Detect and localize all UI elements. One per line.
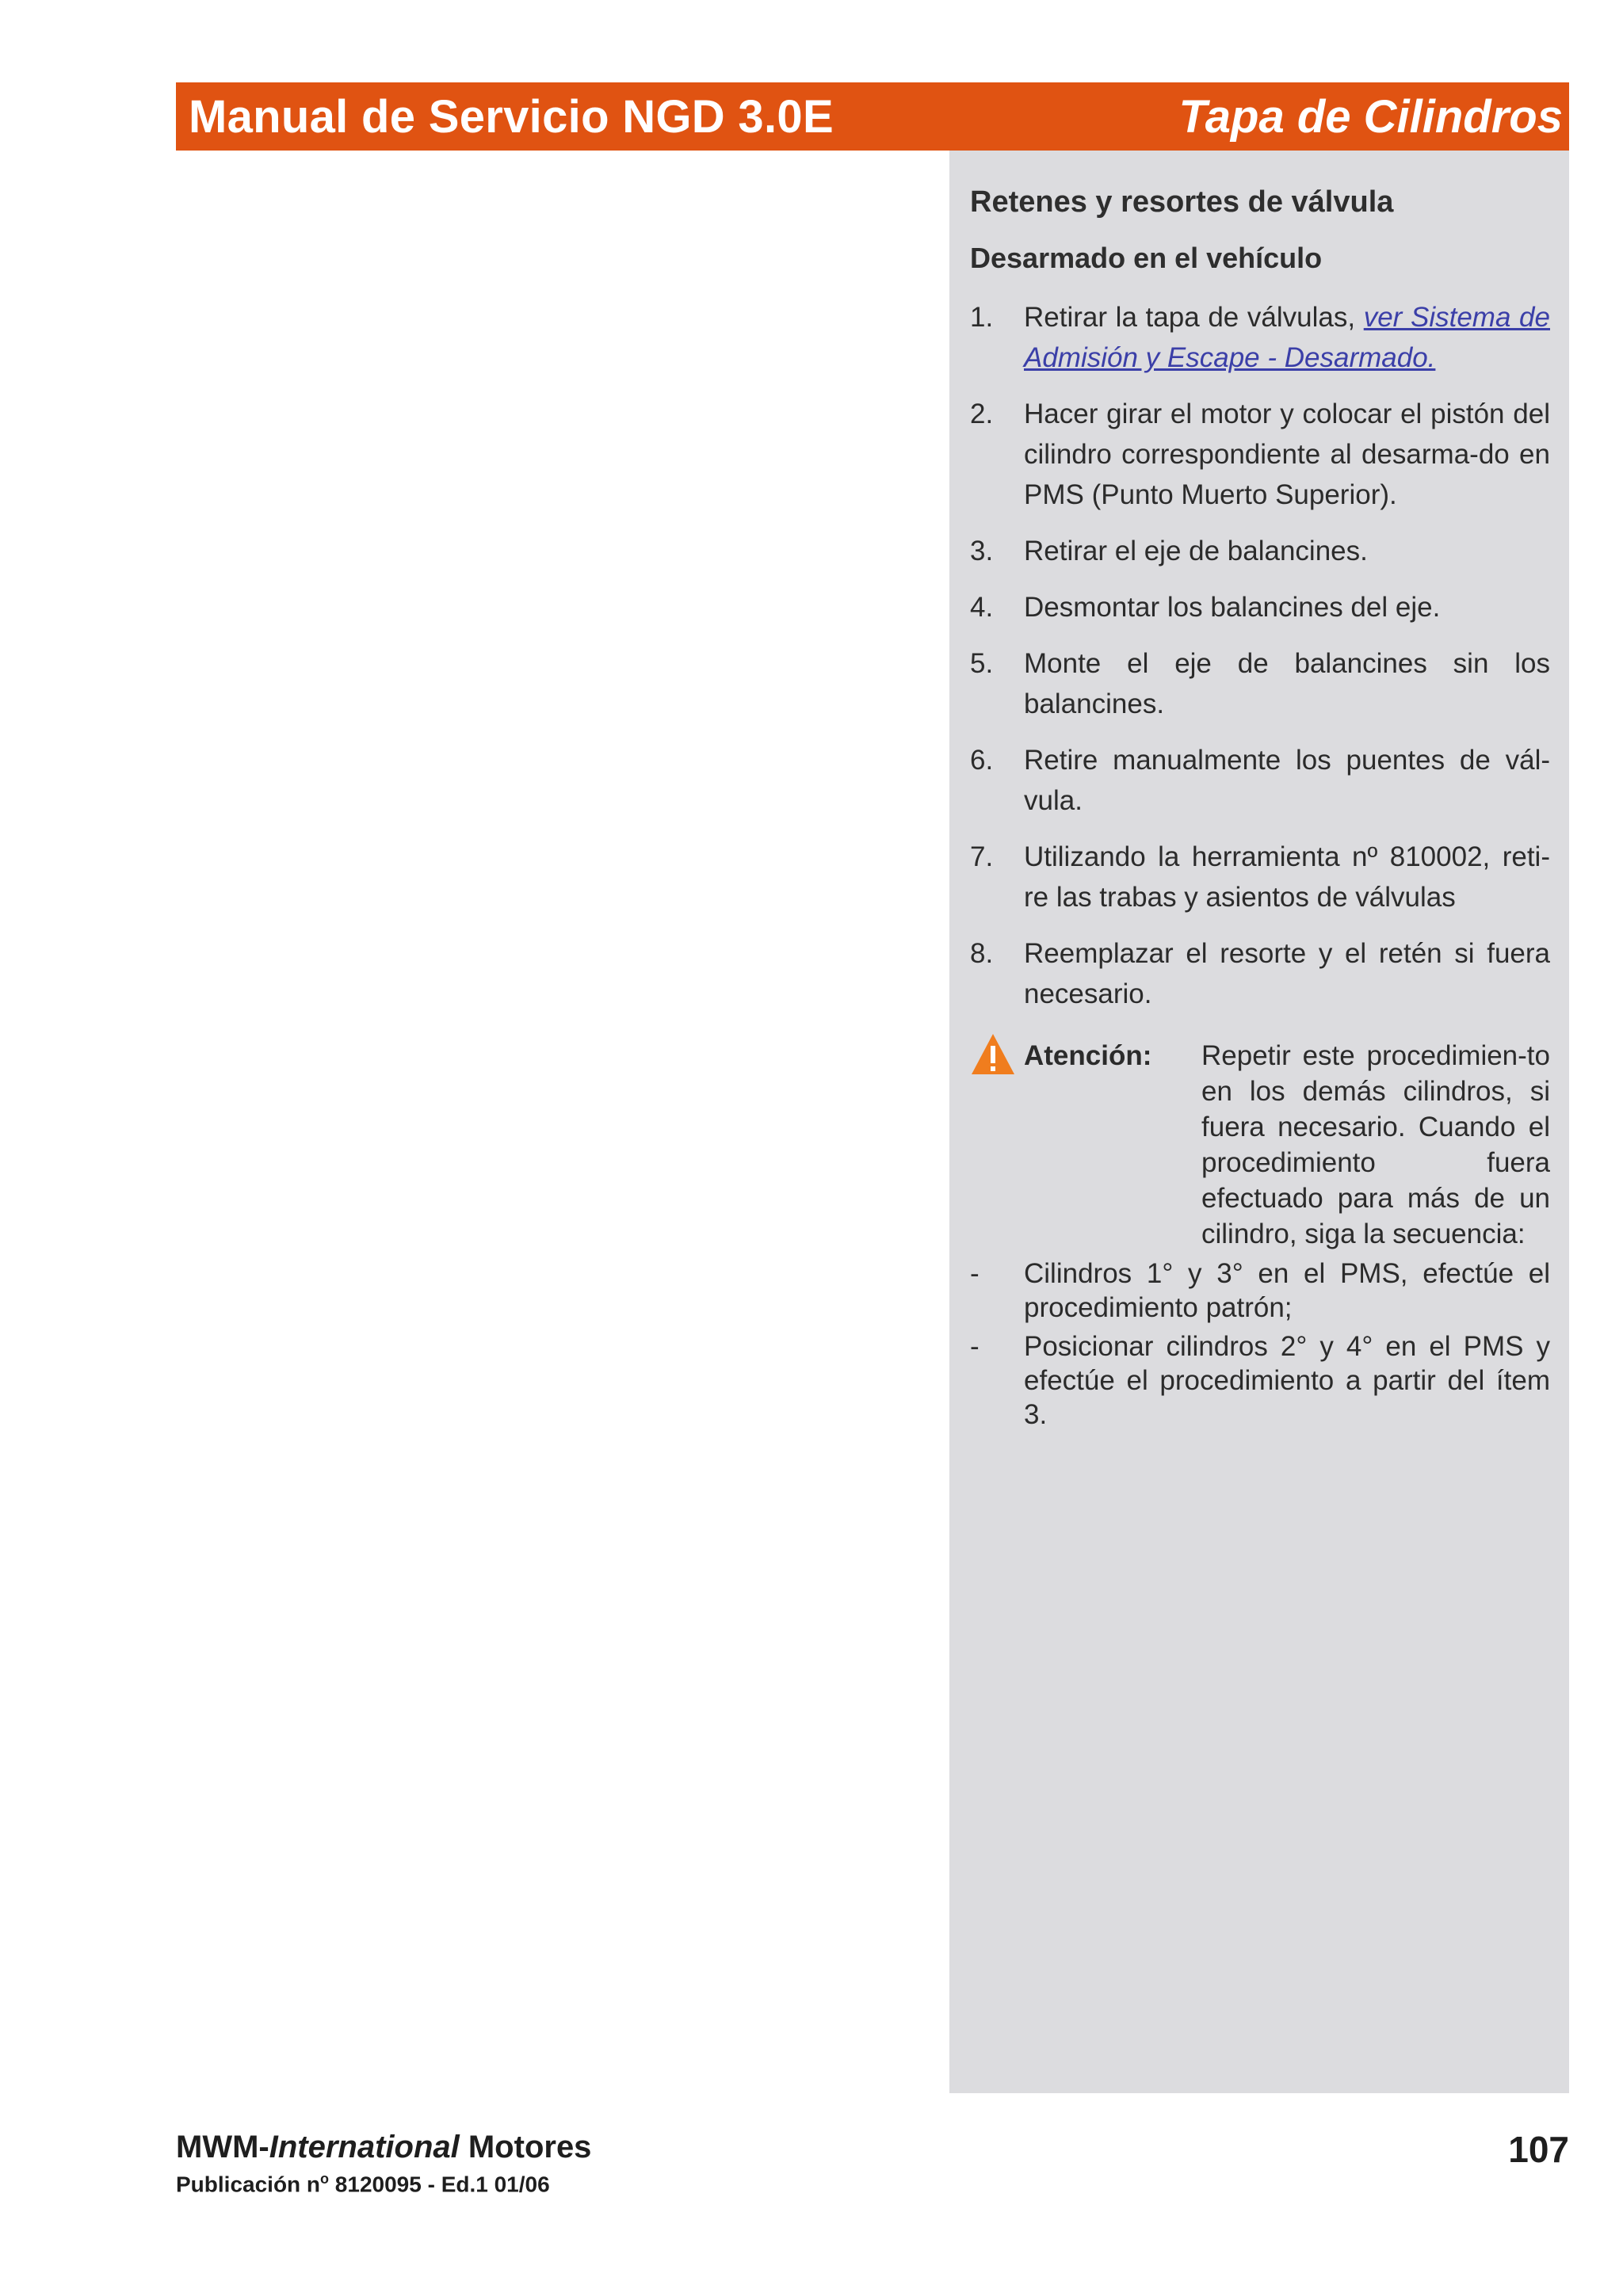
step-text: Retirar el eje de balancines. bbox=[1024, 536, 1368, 566]
step-text: Retire manualmente los puentes de vál-vula. bbox=[1024, 745, 1550, 816]
step-text: Desmontar los balancines del eje. bbox=[1024, 592, 1441, 623]
page-number: 107 bbox=[1508, 2129, 1569, 2170]
step-item bbox=[970, 531, 1550, 571]
step-number: 6. bbox=[970, 745, 994, 776]
publication-info bbox=[176, 2171, 550, 2197]
step-item bbox=[970, 394, 1550, 515]
brand-italic: International bbox=[269, 2130, 460, 2164]
procedure-steps bbox=[970, 297, 1550, 1014]
section-name: Tapa de Cilindros bbox=[1178, 90, 1563, 143]
procedure-content bbox=[970, 185, 1550, 1432]
sequence-item bbox=[970, 1329, 1550, 1432]
publication-prefix: Publicación n bbox=[176, 2172, 321, 2197]
step-number: 1. bbox=[970, 302, 994, 333]
publication-sup: o bbox=[320, 2171, 330, 2187]
attention-label: Atención: bbox=[1024, 1040, 1152, 1071]
step-item bbox=[970, 740, 1550, 821]
attention-text: Repetir este procedimien-to en los demás cilindros, si fuera necesario. Cuando el procedimiento fuera efectuado para más de un cilindro, siga la secuencia: bbox=[1201, 1040, 1550, 1249]
warning-triangle-icon bbox=[970, 1032, 1016, 1077]
step-item bbox=[970, 643, 1550, 724]
step-number: 3. bbox=[970, 536, 994, 566]
dash-bullet: - bbox=[970, 1331, 980, 1362]
manual-title: Manual de Servicio NGD 3.0E bbox=[189, 90, 834, 143]
sequence-item bbox=[970, 1257, 1550, 1325]
attention-note bbox=[970, 1038, 1550, 1252]
step-number: 5. bbox=[970, 648, 994, 679]
step-item bbox=[970, 837, 1550, 917]
section-subtitle: Desarmado en el vehículo bbox=[970, 242, 1323, 274]
page-header-bar bbox=[176, 82, 1569, 151]
step-text-body: Retirar la tapa de válvulas, bbox=[1024, 302, 1364, 333]
step-text: Reemplazar el resorte y el retén si fuera necesario. bbox=[1024, 938, 1550, 1009]
brand-prefix: MWM- bbox=[176, 2130, 269, 2164]
step-text: Hacer girar el motor y colocar el pistón del cilindro correspondiente al desarma-do en PMS (Punto Muerto Superior). bbox=[1024, 399, 1550, 510]
cross-reference-link[interactable]: ver Sistema de Admisión y Escape - Desarmado. bbox=[1024, 302, 1550, 373]
publication-suffix: 8120095 - Ed.1 01/06 bbox=[329, 2172, 550, 2197]
step-text: Utilizando la herramienta nº 810002, reti-re las trabas y asientos de válvulas bbox=[1024, 841, 1550, 913]
brand-suffix: Motores bbox=[459, 2130, 592, 2164]
footer-brand bbox=[176, 2130, 591, 2165]
sequence-text: Posicionar cilindros 2° y 4° en el PMS y efectúe el procedimiento a partir del ítem 3. bbox=[1024, 1331, 1550, 1430]
step-number: 2. bbox=[970, 399, 994, 429]
step-text bbox=[1024, 297, 1550, 378]
step-text: Monte el eje de balancines sin los balancines. bbox=[1024, 648, 1550, 719]
step-item bbox=[970, 297, 1550, 378]
step-item bbox=[970, 933, 1550, 1014]
step-number: 8. bbox=[970, 938, 994, 969]
step-item bbox=[970, 587, 1550, 627]
section-title: Retenes y resortes de válvula bbox=[970, 185, 1394, 219]
step-number: 7. bbox=[970, 841, 994, 872]
step-number: 4. bbox=[970, 592, 994, 623]
dash-bullet: - bbox=[970, 1258, 980, 1289]
sequence-text: Cilindros 1° y 3° en el PMS, efectúe el procedimiento patrón; bbox=[1024, 1258, 1550, 1323]
